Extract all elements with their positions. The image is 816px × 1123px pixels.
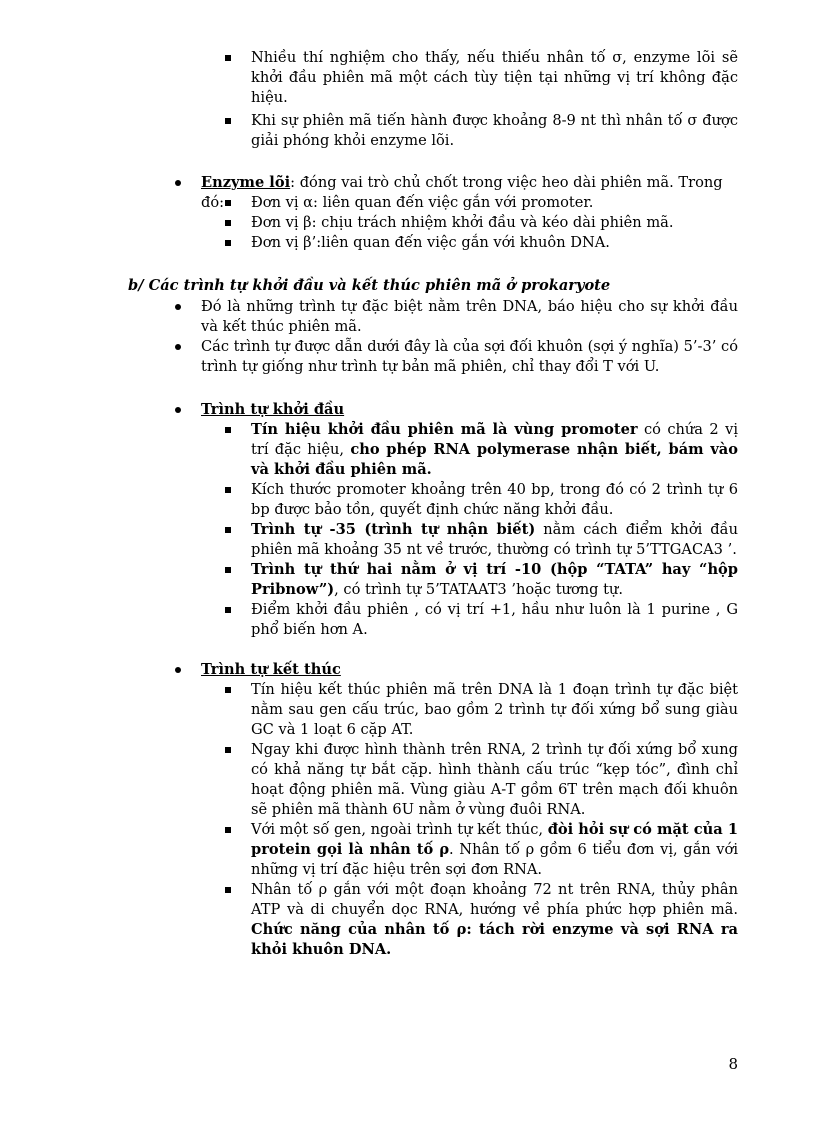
enzyme-core-heading: Enzyme lõi: [201, 174, 291, 191]
rho-bold: đòi hỏi sự có mặt của 1 protein gọi là nhân tố ρ: [251, 821, 738, 858]
rho-function-item: [251, 880, 738, 960]
page-number: 8: [728, 1055, 738, 1073]
end-seq-details: [251, 680, 738, 960]
intro-item-1: Đó là những trình tự đặc biệt nằm trên DNA, báo hiệu cho sự khởi đầu và kết thúc phiên mã.: [201, 298, 738, 335]
section-b-intro: [201, 297, 738, 377]
rho-text-2: . Nhân tố ρ gồm 6 tiểu đơn vị, gắn với những vị trí đặc hiệu trên sợi đơn RNA.: [251, 841, 738, 878]
end-seq-line: [201, 660, 738, 680]
enzyme-core-text: : đóng vai trò chủ chốt trong việc heo dài phiên mã. Trong đó:: [201, 174, 723, 211]
minus10-bold: Trình tự thứ hai nằm ở vị trí -10 (hộp “TATA” hay “hộp Pribnow”): [251, 561, 738, 598]
enzyme-units: [251, 193, 738, 253]
unit-beta-prime: Đơn vị β’:liên quan đến việc gắn với khuôn DNA.: [251, 233, 738, 253]
end-seq-heading: Trình tự kết thúc: [201, 661, 341, 678]
rho-function-bold: Chức năng của nhân tố ρ: tách rời enzyme và sợi RNA ra khỏi khuôn DNA.: [251, 921, 738, 958]
promoter-size-item: Kích thước promoter khoảng trên 40 bp, trong đó có 2 trình tự 6 bp được bảo tồn, quyết định chức năng khởi đầu.: [251, 481, 738, 518]
minus10-text: , có trình tự 5’TATAAT3 ’hoặc tương tự.: [334, 581, 624, 598]
minus35-item: [251, 520, 738, 560]
promoter-bold-2: cho phép RNA polymerase nhận biết, bám vào và khởi đầu phiên mã.: [251, 441, 738, 478]
sigma-bullets: [251, 48, 738, 151]
start-seq-heading: Trình tự khởi đầu: [201, 401, 345, 418]
rho-function-text: Nhân tố ρ gắn với một đoạn khoảng 72 nt trên RNA, thủy phân ATP và di chuyển dọc RNA, hướng về phía phức hợp phiên mã.: [251, 881, 738, 918]
start-seq-details: [251, 420, 738, 640]
promoter-item: [251, 420, 738, 480]
start-seq-item: [201, 400, 738, 420]
rho-text-1: Với một số gen, ngoài trình tự kết thúc,: [251, 821, 548, 838]
hairpin-item: Ngay khi được hình thành trên RNA, 2 trình tự đối xứng bổ xung có khả năng tự bắt cặp. hình thành cấu trúc “kẹp tóc”, đình chỉ hoạt động phiên mã. Vùng giàu A-T gồm 6T trên mạch đối khuôn sẽ phiên mã thành 6U nằm ở vùng đuôi RNA.: [251, 741, 738, 818]
intro-item-2: Các trình tự được dẫn dưới đây là của sợi đối khuôn (sợi ý nghĩa) 5’-3’ có trình tự giống như trình tự bản mã phiên, chỉ thay đổi T với U.: [201, 338, 738, 375]
bullet-sigma-1: Nhiều thí nghiệm cho thấy, nếu thiếu nhân tố σ, enzyme lõi sẽ khởi đầu phiên mã một cách tùy tiện tại những vị trí không đặc hiệu.: [251, 49, 738, 106]
promoter-bold: Tín hiệu khởi đầu phiên mã là vùng promoter: [251, 421, 638, 438]
minus10-item: [251, 560, 738, 600]
start-seq-line: [201, 400, 738, 420]
start-point-item: Điểm khởi đầu phiên , có vị trí +1, hầu như luôn là 1 purine , G phổ biến hơn A.: [251, 601, 738, 638]
end-seq-item: [201, 660, 738, 680]
rho-factor-item: [251, 820, 738, 880]
minus35-text: nằm cách điểm khởi đầu phiên mã khoảng 35 nt về trước, thường có trình tự 5’TTGACA3 ’.: [251, 521, 738, 558]
unit-alpha: Đơn vị α: liên quan đến việc gắn với promoter.: [251, 193, 738, 213]
minus35-bold: Trình tự -35 (trình tự nhận biết): [251, 521, 536, 538]
section-b-title: b/ Các trình tự khởi đầu và kết thúc phiên mã ở prokaryote: [128, 277, 611, 294]
terminator-signal-item: Tín hiệu kết thúc phiên mã trên DNA là 1 đoạn trình tự đặc biệt nằm sau gen cấu trúc, bao gồm 2 trình tự đối xứng bổ sung giàu GC và 1 loạt 6 cặp AT.: [251, 681, 738, 738]
bullet-sigma-2: Khi sự phiên mã tiến hành được khoảng 8-9 nt thì nhân tố σ được giải phóng khỏi enzyme lõi.: [251, 112, 738, 149]
promoter-text: có chứa 2 vị trí đặc hiệu,: [251, 421, 738, 458]
unit-beta: Đơn vị β: chịu trách nhiệm khởi đầu và kéo dài phiên mã.: [251, 213, 738, 233]
section-b-heading: [128, 276, 748, 296]
